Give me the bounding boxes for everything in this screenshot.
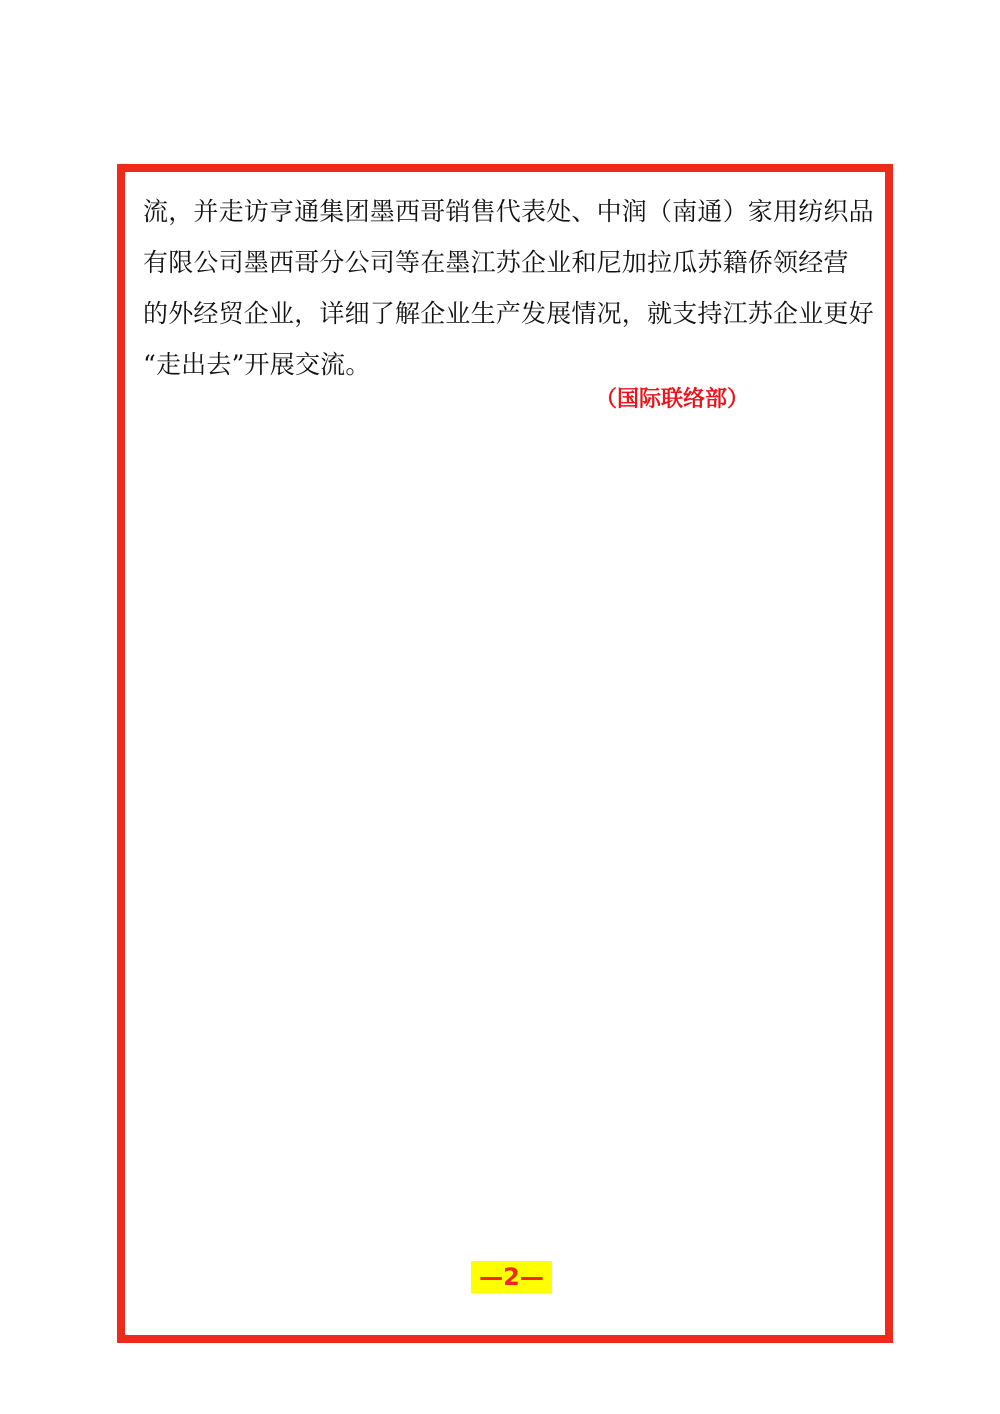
paragraph-line: “走出去”开展交流。 [143, 350, 371, 379]
paragraph-line: 有限公司墨西哥分公司等在墨江苏企业和尼加拉瓜苏籍侨领经营 [143, 248, 849, 277]
paragraph-line: 流，并走访亨通集团墨西哥销售代表处、中润（南通）家用纺织品 [143, 197, 874, 226]
page-number: —2— [471, 1261, 552, 1293]
page-border-frame [117, 164, 893, 1343]
body-paragraph [143, 186, 879, 390]
department-signature: （国际联络部） [595, 386, 750, 412]
paragraph-line: 的外经贸企业，详细了解企业生产发展情况，就支持江苏企业更好 [143, 299, 874, 328]
